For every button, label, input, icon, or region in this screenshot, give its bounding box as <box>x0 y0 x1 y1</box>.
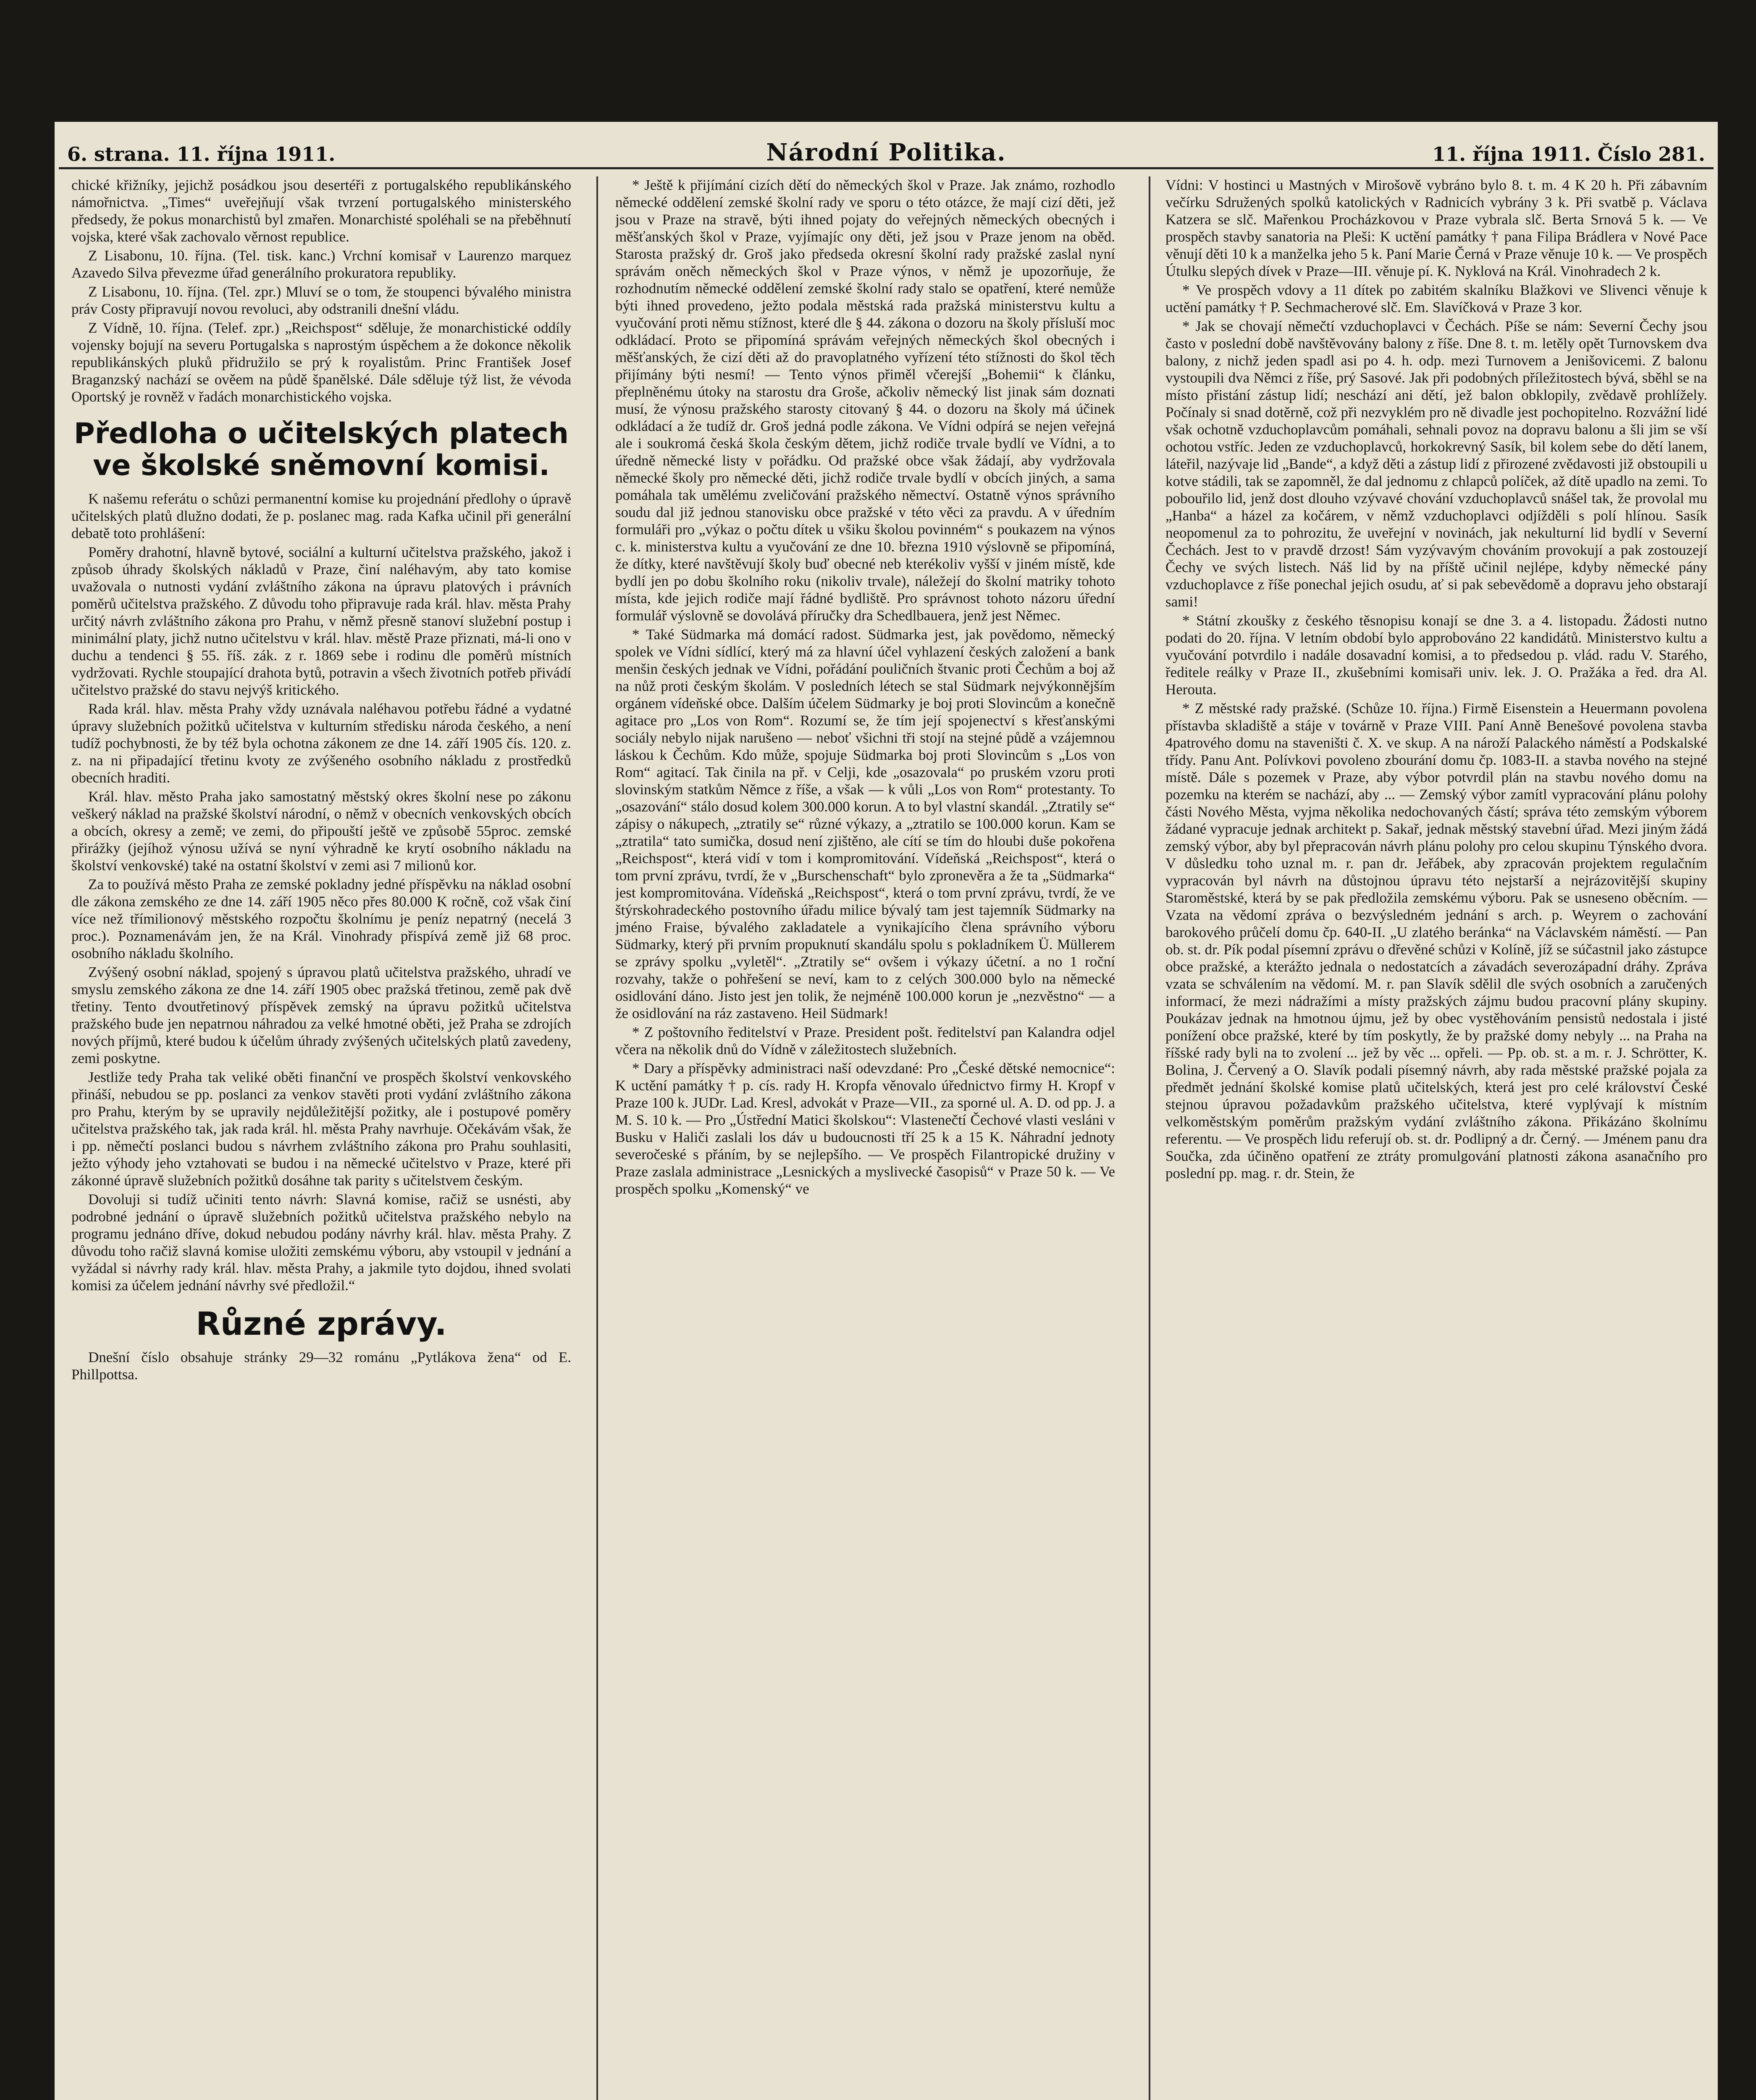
article-paragraph: Za to používá město Praha ze zemské pokladny jedné příspěvku na náklad osobní dle zákona zemského ze dne 14. září 1905 něco přes 80.000 K ročně, což však činí více než třímilionový městského rozpočtu školnímu je peníz nepatrný (necelá 3 proc.). Poznamenávám jen, že na Král. Vinohrady přispívá země již 68 proc. osobního nákladu školního. <box>71 876 571 961</box>
column-divider <box>1149 176 1150 2100</box>
article-paragraph: K našemu referátu o schůzi permanentní komise ku projednání předlohy o úpravě učitelských platů dlužno dodati, že p. poslanec mag. rada Kafka učinil při generální debatě toto prohlášení: <box>71 491 571 541</box>
article-paragraph: Zvýšený osobní náklad, spojený s úpravou platů učitelstva pražského, uhradí ve smyslu zemského zákona ze dne 14. září 1905 obec pražská třetinou, země pak dvě třetiny. Tento dvoutřetinový příspěvek zemský na úpravu požitků učitelstva pražského bude jen nepatrnou náhradou za velké hmotné oběti, jež Praha se zdrojích nových příjmů, které budou k účelům úhrady zvýšených učitelských platů zavedeny, zemi poskytne. <box>71 964 571 1066</box>
article-paragraph: Jestliže tedy Praha tak veliké oběti finanční ve prospěch školství venkovského přináší, nebudou se pp. poslanci za venkov stavěti proti vydání zvláštního zákona pro Prahu, kterým by se upravily nejdůležitější požitky, ale i postupové poměry učitelstva pražského tak, jak rada král. hl. města Prahy navrhuje. Očekávám však, že i pp. němečtí poslanci budou s návrhem zvláštního zákona pro Prahu souhlasiti, ježto výhody jeho vztahovati se budou i na německé učitelstvo v Praze, které při zákonné úpravě služebních požitků dosáhne tak parity s učitelstvem českým. <box>71 1069 571 1189</box>
article-paragraph: * Z městské rady pražské. (Schůze 10. října.) Firmě Eisenstein a Heuermann povolena přístavba skladiště a stáje v továrně v Praze VIII. Paní Anně Benešové povolena stavba 4patrového domu na staveništi č. X. ve skup. A na nároží Palackého náměstí a Podskalské třídy. Panu Ant. Polívkovi povoleno zbourání domu čp. 1083-II. a stavba nového na stejné místě. Dále s pozemek v Praze, aby výbor potvrdil plán na stavbu nového domu na pozemku na kterém se nachází, aby ... — Zemský výbor zamítl vypracování plánu polohy části Nového Města, vyjma několika nedochovaných částí; správa této zemským výborem žádané vypracuje jednak architekt p. Sakař, jednak městský stavební úřad. Mezi jiným žádá zemský výbor, aby byl přepracován návrh plánu polohy pro celou skupinu Týnského dvora. V důsledku toho uznal m. r. pan dr. Jeřábek, aby zpracován projektem regulačním vypracován byl návrh na důstojnou úpravu této nejstarší a nejrázovitější skupiny Staroměstské, která by se pak předložila zemskému výboru. Pak se usneseno oběcním. — Vzata na vědomí zpráva o bezvýsledném jednání s arch. p. Weyrem o zachování barokového průčelí domu čp. 640-II. „U zlatého beránka“ na Václavském náměstí. — Pan ob. st. dr. Pík podal písemní zprávu o dřevěné schůzi v Kolíně, jíž se súčastnil jako zástupce obce pražské, a kterážto jednala o nedostatcích a závadách severozápadní dráhy. Zpráva vzata se schválením na vědomí. M. r. pan Slavík sdělil dle svých osobních a zaručených informací, že mezi nádražími a místy pražských zájmu budou pracovní plány skupiny. Poukázav jednak na hmotnou újmu, jež by obec vystěhováním pensistů nedostala i jisté ponížení obce pražské, které by tím poskytly, že by pražské domy nebyly ... na Praha na říšské rady byli na to zvolení ... jež by věc ... opřeli. — Pp. ob. st. a m. r. J. Schrötter, K. Bolina, J. Červený a O. Slavík podali písemný návrh, aby rada městské pražské pojala za předmět jednání školské komise platů učitelských, která jest pro celé království České stejnou úpravou požadavkům pražského učitelstva, které vyplývají k místním velkoměstským poměrům pražským vydání zvláštního zákona. Přikázáno školnímu referentu. — Ve prospěch lidu referují ob. st. dr. Podlipný a dr. Černý. — Jménem panu dra Součka, zda účiněno opatření ze ztráty promulgování platnosti zákona asanačního pro poslední pp. mag. r. dr. Stein, že <box>1165 700 1707 1181</box>
article-paragraph: * Ještě k přijímání cizích dětí do německých škol v Praze. Jak známo, rozhodlo německé oddělení zemské školní rady ve sporu o této otázce, že mají cizí děti, jež jsou v Praze na stravě, býti ihned pojaty do veřejných německých obecných i měšťanských škol v Praze, vyjímajíc ony děti, jež jsou v Praze jenom na oběd. Starosta pražský dr. Groš jako předseda okresní školní rady pražské zaslal nyní správám oněch německých škol v Praze výnos, v němž je upozorňuje, že rozhodnutím německé oddělení zemské školní rady stalo se opatření, které nemůže býti ihned provedeno, ježto podala městská rada pražská ministerstvu kultu a vyučování proti němu stížnost, které dle § 44. zákona o dozoru na školy přísluší moc odkládací. Proto se připomíná správám veřejných německých škol obecných i měšťanských, že cizí děti až do pravoplatného vyřízení této stížnosti do škol těch přijímány býti nesmí! — Tento výnos přiměl včerejší „Bohemii“ k článku, přeplněnému útoky na starostu dra Groše, ačkoliv německý list jinak sám doznati musí, že výnosu pražského starosty citovaný § 44. o dozoru na školy má účinek odkládací a že tudíž dr. Groš jedná podle zákona. Ve Vídni odpírá se nejen veřejná ale i soukromá česká škola českým dětem, jichž rodiče trvale bydlí ve Vídni, a to úředně německé listy v pořádku. Od pražské obce však žádají, aby vydržovala německé školy pro německé děti, jichž rodiče trvale bydlí v obcích jiných, a sama pomáhala tak umělému zveličování pražského němectví. Ostatně výnos správního soudu dal již jednou stanovisku obce pražské v této věci za pravdu. A v úředním formuláři pro „výkaz o počtu dítek u všiku školou povinném“ s poukazem na výnos c. k. ministerstva kultu a vyučování ze dne 10. března 1910 výslovně se připomíná, že dítky, které navštěvují školy buď obecné neb kterékoliv vyšší v jiném místě, kde bydlí jen po dobu školního roku (nikoliv trvale), náležejí do školní matriky tohoto místa, kde jejich rodiče mají řádné bydliště. Pro správnost tohoto názoru úřední formulář výslovně se dovolává příručky dra Schedlbauera, jenž jest Němec. <box>615 177 1115 624</box>
article-paragraph: * Státní zkoušky z českého těsnopisu konají se dne 3. a 4. listopadu. Žádosti nutno podati do 20. října. V letním období bylo approbováno 22 kandidátů. Ministerstvo kultu a vyučování potvrdilo i nadále dosavadní komisi, a to předsedou p. vlád. radu V. Starého, ředitele reálky v Praze II., zkušebními komisaři univ. lek. J. O. Pražáka a řed. dra Al. Herouta. <box>1165 612 1707 698</box>
column-right <box>1165 176 1707 2100</box>
article-paragraph: Král. hlav. město Praha jako samostatný městský okres školní nese po zákonu veškerý náklad na pražské školství národní, o němž v obecních venkovských obcích a obcích, okresy a země; ve zemi, do připouští ještě ve způsobě 55proc. zemské přirážky (jejíhož výnosu užívá se nyní výhradně ke krytí osobního nákladu na školství venkovské) také na ostatní školství v zemi asi 7 milionů kor. <box>71 788 571 874</box>
article-paragraph: chické křižníky, jejichž posádkou jsou desertéři z portugalského republikánského námořnictva. „Times“ uveřejňují však tvrzení portugalského ministerského předsedy, že pokus monarchistů byl zmařen. Monarchisté spoléhali se na přeběhnutí vojska, které však zachovalo věrnost republice. <box>71 177 571 245</box>
article-paragraph: * Dary a příspěvky administraci naší odevzdané: Pro „České dětské nemocnice“: K uctění památky † p. cís. rady H. Kropfa věnovalo úřednictvo firmy H. Kropf v Praze 100 k. JUDr. Lad. Kresl, advokát v Praze—VII., za sporné ul. A. D. od pp. J. a M. S. 10 k. — Pro „Ústřední Matici školskou“: Vlastenečtí Čechové vlasti vesláni v Busku v Haliči zaslali los dáv u budoucnosti tří 25 k a 15 K. Náhradní jednoty severočeské s přáním, by se nejlepšího. — Ve prospěch Filantropické družiny v Praze zaslala administrace „Lesnických a myslivecké časopisů“ v Praze 50 k. — Ve prospěch spolku „Komenský“ ve <box>615 1060 1115 1197</box>
article-paragraph: * Jak se chovají němečtí vzduchoplavci v Čechách. Píše se nám: Severní Čechy jsou často v poslední době navštěvovány balony z říše. Dne 8. t. m. letěly opět Turnovskem dva balony, z nichž jeden spadl asi po 4. h. odp. mezi Turnovem a Jenišovicemi. Z balonu vystoupili dva Němci z říše, prý Sasové. Jak při podobných příležitostech bývá, sběhl se na místo přistání zástup lidí; neschází ani dětí, jež balon obklopily, zvědavě prohlížely. Počínaly si snad dotěrně, což při nezvyklém pro ně divadle jest pochopitelno. Rozvážní lidé však ochotně vzduchoplavcům pomáhali, sehnali povoz na dopravu balonu a šli jim se vší ochotou vstříc. Jeden ze vzduchoplavců, horkokrevný Sasík, bil kolem sebe do dětí lanem, láteřil, nazývaje lid „Bande“, a když děti a zástup lidí z přirozené zvědavosti již obstoupili u kotve stádili, tak se zapomněl, že dal jednomu z chlapců políček, až dítě upadlo na zemi. To pobouřilo lid, jenž dost dlouho vzývavé chování vzduchoplavců snášel tak, že provolal mu „Hanba“ a házel za kočárem, v němž vzduchoplavci odjížděli s polí hlínou. Sasík neopomenul za to pohrozitu, že uveřejní v novinách, jak nekulturní lid bydlí v Severní Čechách. Jest to v pravdě drzost! Sám vyzývavým chováním provokují a pak zostouzejí Čechy ve svých listech. Náš lid by na příště učinil nejlépe, kdyby německé pány vzduchoplavce z říše ponechal jejich osudu, ať si pak sebevědomě a dopravu jeho obstarají sami! <box>1165 318 1707 610</box>
column-left <box>71 176 571 2100</box>
issue-date-number: 11. října 1911. Číslo 281. <box>1432 143 1705 165</box>
article-paragraph: Poměry drahotní, hlavně bytové, sociální a kulturní učitelstva pražského, jakož i způsob úhrady školských nákladů v Praze, činí naléhavým, aby tato komise uvažovala o nutnosti vydání zvláštního zákona na úpravu platových i právních poměrů učitelstva pražského. Z důvodu toho připravuje rada král. hlav. města Prahy určitý návrh zvláštního zákona pro Prahu, v němž přesně stanoví služební postup i minimální platy, jichž nutno učitelstvu v král. hlav. městě Praze přiznati, má-li ono v duchu a tendenci § 55. říš. zák. z r. 1869 sebe i rodinu dle poměrů místních vydržovati. Rychle stoupající drahota bytů, potravin a všech životních potřeb přivádí učitelstvo pražské do stavu nejvýš kritického. <box>71 544 571 698</box>
article-headline: Předloha o učitelských platech ve školské sněmovní komisi. <box>73 417 569 482</box>
section-heading: Různé zprávy. <box>196 1305 447 1342</box>
masthead: Národní Politika. <box>766 139 1006 166</box>
column-divider <box>596 176 598 2100</box>
article-paragraph: Z Lisabonu, 10. října. (Tel. tisk. kanc.) Vrchní komisař v Laurenzo marquez Azavedo Silva převezme úřad generálního prokuratora republiky. <box>71 247 571 281</box>
article-paragraph: Z Vídně, 10. října. (Telef. zpr.) „Reichspost“ sděluje, že monarchistické oddíly vojensky bojují na severu Portugalska s naprostým úspěchem a že dokonce několik republikánských pluků přidružilo se prý k royalistům. Princ František Josef Braganzský nachází se ověem na půdě španělské. Dále sděluje týž list, že vévoda Oportský je rovněž v řadách monarchistického vojska. <box>71 320 571 405</box>
article-paragraph: Vídni: V hostinci u Mastných v Mirošově vybráno bylo 8. t. m. 4 K 20 h. Při zábavním večírku Sdružených spolků katolických v Radnicích vybrány 3 k. Při svatbě p. Václava Katzera se slč. Mařenkou Procházkovou v Praze vybrala slč. Berta Srnová 5 k. — Ve prospěch stavby sanatoria na Pleši: K uctění památky † pana Filipa Brádlera v Nové Pace věnují děti 10 k a manželka jeho 5 k. Paní Marie Černá v Praze věnuje 10 k. — Ve prospěch Útulku slepých dívek v Praze—III. věnuje pí. K. Nyklová na Král. Vinohradech 2 k. <box>1165 177 1707 279</box>
article-paragraph: Dovoluji si tudíž učiniti tento návrh: Slavná komise, račiž se usnésti, aby podrobné jednání o úpravě služebních požitků učitelstva pražského nebylo na programu jednáno dříve, dokud nebudou podány návrhy král. hlav. města Prahy. Z důvodu toho račiž slavná komise uložiti zemskému výboru, aby vstoupil v jednání a vyžádal si návrhy rady král. hlav. města Prahy, a jakmile tyto dojdou, ihned svolati komisi za účelem jednání návrhy své předložil.“ <box>71 1191 571 1294</box>
page-label: 6. strana. 11. října 1911. <box>67 143 336 165</box>
article-paragraph: Z Lisabonu, 10. října. (Tel. zpr.) Mluví se o tom, že stoupenci bývalého ministra práv Costy připravují novou revoluci, aby odstranili dnešní vládu. <box>71 284 571 317</box>
article-paragraph: * Ve prospěch vdovy a 11 dítek po zabitém skalníku Blažkovi ve Slivenci věnuje k uctění památky † P. Sechmacherové slč. Em. Slavíčková v Praze 3 kor. <box>1165 282 1707 315</box>
newspaper-page <box>55 122 1718 2100</box>
header-rule <box>59 167 1714 169</box>
column-middle <box>615 176 1115 2100</box>
running-head <box>59 139 1714 168</box>
article-paragraph: * Z poštovního ředitelství v Praze. President pošt. ředitelství pan Kalandra odjel včera na několik dnů do Vídně v záležitostech služebních. <box>615 1024 1115 1058</box>
article-paragraph: Rada král. hlav. města Prahy vždy uznávala naléhavou potřebu řádné a vydatné úpravy služebních požitků učitelstva v kulturním středisku národa českého, a není tudíž pochybnosti, že by též byla ochotna zákonem ze dne 14. září 1905 čís. 120. z. z. na ni připadající třetinu kvoty ze zvýšeného osobního nákladu z prostředků obecních hraditi. <box>71 701 571 786</box>
article-paragraph: * Také Südmarka má domácí radost. Südmarka jest, jak povědomo, německý spolek ve Vídni sídlící, který má za hlavní účel vyhlazení českých založení a bank menšin českých jednak ve Vídni, pořádání pouličních štvanic proti Čechům a boj až na nůž proti českým školám. V posledních létech se stal Südmark nejvýkonnějším orgánem vídeňské obce. Dalším účelem Südmarky je boj proti Slovincům a konečně agitace pro „Los von Rom“. Rozumí se, že tím její spojenectví s křesťanskými sociály nebylo nijak narušeno — neboť všichni tři stojí na stejné půdě a vzájemnou láskou k Čechům. Kdo může, spojuje Südmarka boj proti Slovincům s „Los von Rom“ agitací. Tak činila na př. v Celji, kde „osazovala“ po pruském vzoru proti slovinským statkům Němce z říše, a však — k vůli „Los von Rom“ protestanty. To „osazování“ stálo dosud kolem 300.000 korun. A to byl vlastní skandál. „Ztratily se“ zápisy o nákupech, „ztratily se“ různé výkazy, a „ztratilo se 100.000 korun. Kam se „ztratila“ tato sumička, dosud není zjištěno, ale cítí se tím do hloubi duše pokořena „Reichspost“, která vidí v tom i kompromitování. Vídeňská „Reichspost“, která o tom první zprávu, tvrdí, že v „Burschenschaft“ bylo zpronevěra a že ta „Südmarka“ jest kompromitována. Vídeňská „Reichspost“, která o tom první zprávu, tvrdí, že ve štýrskohradeckého postovního úřadu milice bývalý tam jest tajemník Südmarky na jméno Fraise, bývalého zakladatele a vynikajícího člena správního výboru Südmarky, který při prvním propuknutí skandálu spolu s pokladníkem Ü. Müllerem se zprávy spolku „vyletěl“. „Ztratily se“ ovšem i výkazy účetní. a no 1 roční rozvahy, takže o pohřešení se neví, kam to z celých 300.000 bylo na německé osidlování dáno. Jisto jest jen tolik, že nejméně 100.000 korun je „nezvěstno“ — a že osidlování na ráz zastaveno. Heil Südmark! <box>615 626 1115 1021</box>
article-paragraph: Dnešní číslo obsahuje stránky 29—32 románu „Pytlákova žena“ od E. Phillpottsa. <box>71 1349 571 1383</box>
